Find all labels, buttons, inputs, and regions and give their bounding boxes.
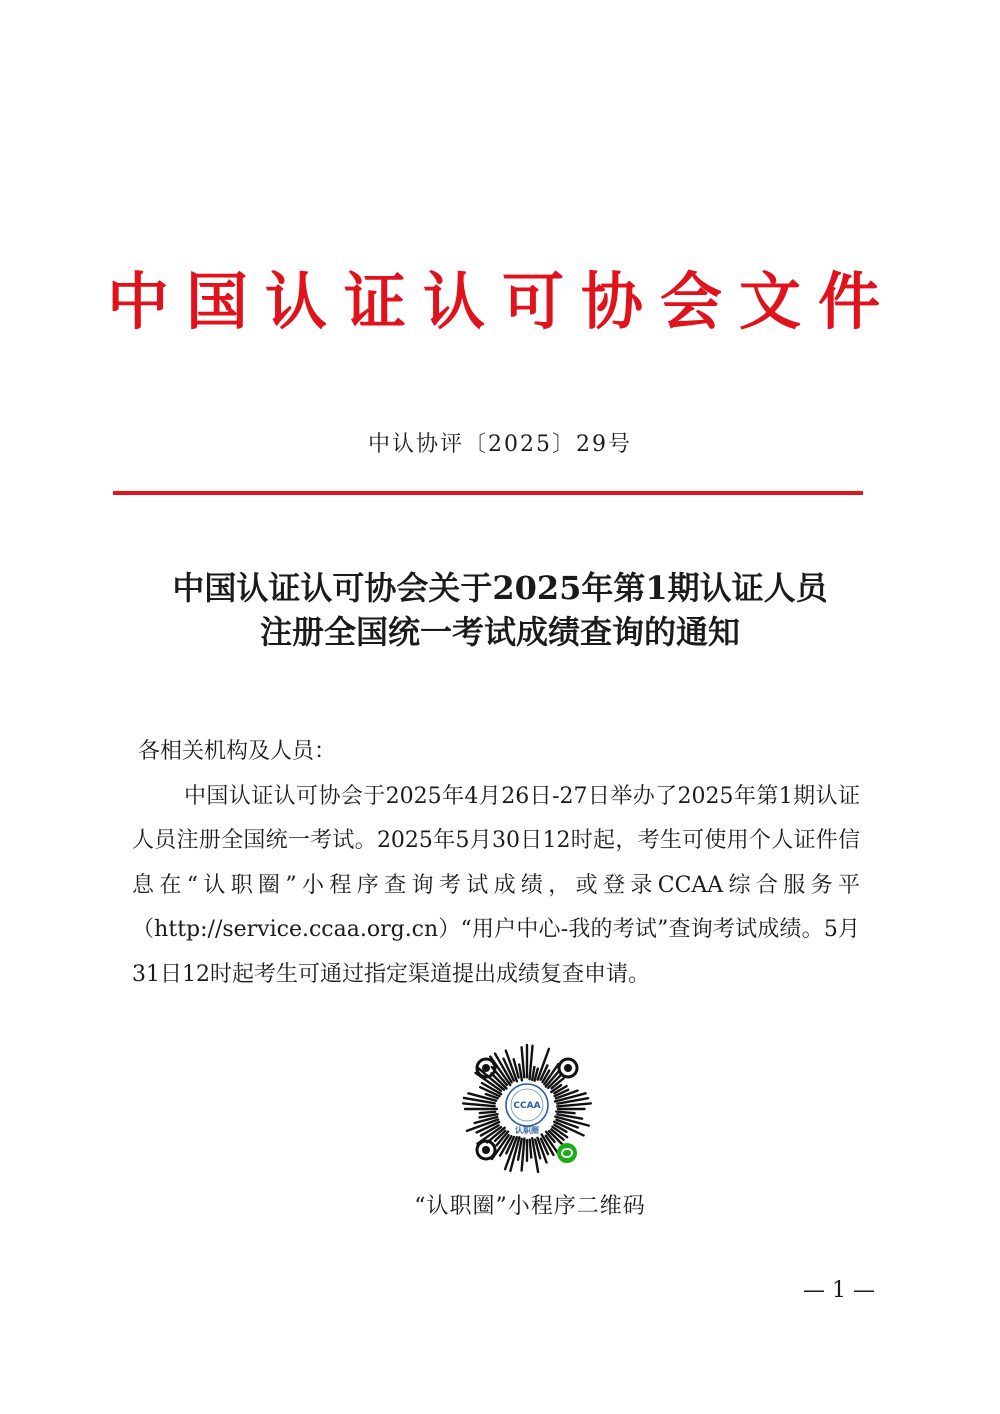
qr-ray [522, 1047, 525, 1077]
masthead-title: 中国认证认可协会文件 [106, 265, 897, 338]
qr-logo-label: 认职圈 [515, 1126, 539, 1135]
notice-body [132, 730, 860, 997]
mini-program-badge-icon [557, 1143, 577, 1163]
notice-title [120, 566, 880, 654]
qr-logo-text: CCAA [513, 1101, 541, 1111]
salutation: 各相关机构及人员： [138, 739, 337, 764]
qr-ray [530, 1140, 532, 1158]
qr-ray [463, 1103, 495, 1106]
notice-title-line-1: 中国认证认可协会关于2025年第1期认证人员 [172, 569, 828, 607]
document-number: 中认协评〔2025〕29号 [368, 432, 632, 457]
page-number: — 1 — [803, 1278, 875, 1303]
notice-title-line-2: 注册全国统一考试成绩查询的通知 [259, 613, 740, 651]
qr-ray [556, 1112, 574, 1114]
body-paragraph: 中国认证认可协会于2025年4月26日-27日举办了2025年第1期认证人员注册全国统一考试。2025年5月30日12时起，考生可使用个人证件信息在“认职圈”小程序查询考试成绩，或登录CCAA综合服务平（http://service.ccaa.org.cn）“用户中心-我的考试”查询考试成绩。5月31日12时起考生可通过指定渠道提出成绩复查申请。 [132, 783, 860, 987]
red-divider [113, 491, 863, 495]
mini-program-qr-code [459, 1041, 595, 1177]
qr-ray [480, 1112, 495, 1113]
qr-caption: “认职圈”小程序二维码 [414, 1194, 646, 1219]
qr-ray [532, 1067, 534, 1080]
